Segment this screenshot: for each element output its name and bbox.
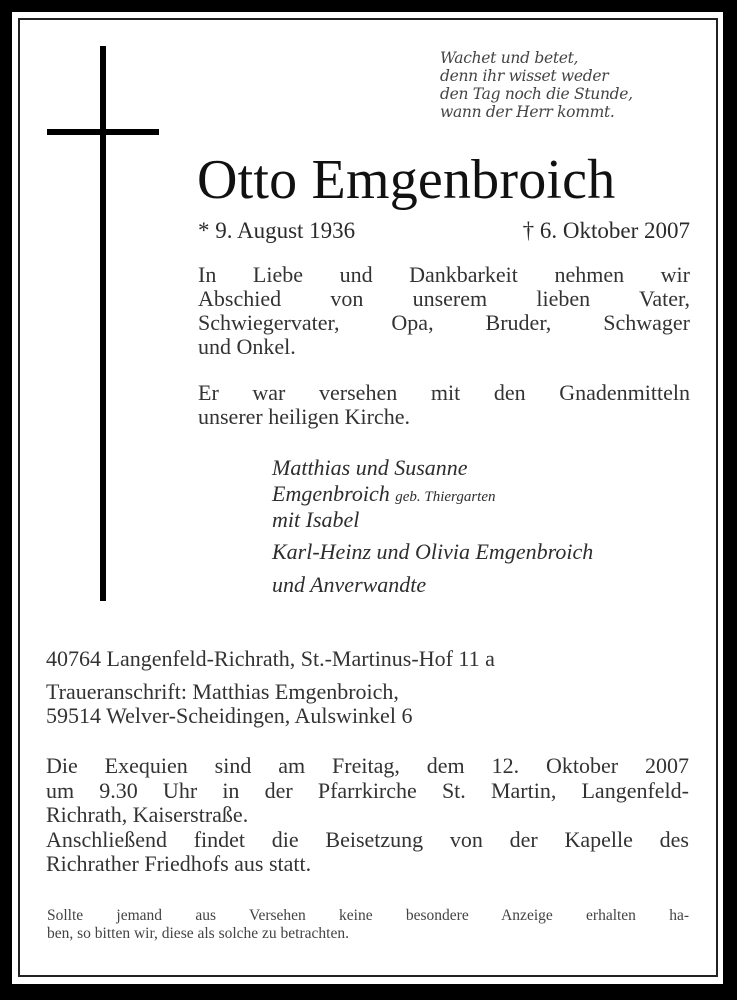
mourner-line: mit Isabel [272,507,360,532]
text-line: Abschied von unserem lieben Vater, [198,286,690,311]
text-line: Die Exequien sind am Freitag, dem 12. Oktober 2007 [46,753,689,778]
mourner-line: Matthias und Susanne [272,455,468,480]
funeral-service-info [46,754,689,877]
text-line: Richrath, Kaiserstraße. [46,802,249,827]
mourning-address-line1: Traueranschrift: Matthias Emgenbroich, [46,679,399,704]
mourner-line: und Anverwandte [272,572,427,597]
text-line: Er war versehen mit den Gnadenmitteln [198,380,690,405]
mourner-line [272,481,496,507]
text-line: unserer heiligen Kirche. [198,404,410,429]
verse-line: Wachet und betet, [440,49,579,67]
text-line: In Liebe und Dankbarkeit nehmen wir [198,262,690,287]
life-dates [198,217,690,245]
text-line: und Onkel. [198,334,296,359]
deceased-name: Otto Emgenbroich [197,149,616,211]
mourner-surname: Emgenbroich [272,481,390,506]
mourner-line: Karl-Heinz und Olivia Emgenbroich [272,539,594,564]
maiden-name-note: geb. Thiergarten [395,489,496,505]
mourning-address-line2: 59514 Welver-Scheidingen, Aulswinkel 6 [46,703,413,728]
text-line: Schwiegervater, Opa, Bruder, Schwager [198,310,690,335]
text-line: Anschließend findet die Beisetzung von der Kapelle des [46,826,689,852]
birth-date: * 9. August 1936 [198,218,356,243]
text-line: ben, so bitten wir, diese als solche zu betrachten. [47,925,349,942]
verse-line: den Tag noch die Stunde, [440,85,633,103]
farewell-text [198,263,690,359]
death-date: † 6. Oktober 2007 [522,218,690,243]
bible-verse [440,49,710,121]
text-line: Sollte jemand aus Versehen keine besondere Anzeige erhalten ha- [47,907,689,924]
residence-address: 40764 Langenfeld-Richrath, St.-Martinus-Hof 11 a [46,646,495,671]
text-line: Richrather Friedhofs aus statt. [46,851,312,876]
verse-line: denn ihr wisset weder [440,67,609,85]
verse-line: wann der Herr kommt. [440,103,615,121]
notice-text [47,907,689,943]
text-line: um 9.30 Uhr in der Pfarrkirche St. Martin, Langenfeld- [46,777,689,803]
cross-icon-horizontal [47,129,159,135]
faith-text [198,381,690,429]
